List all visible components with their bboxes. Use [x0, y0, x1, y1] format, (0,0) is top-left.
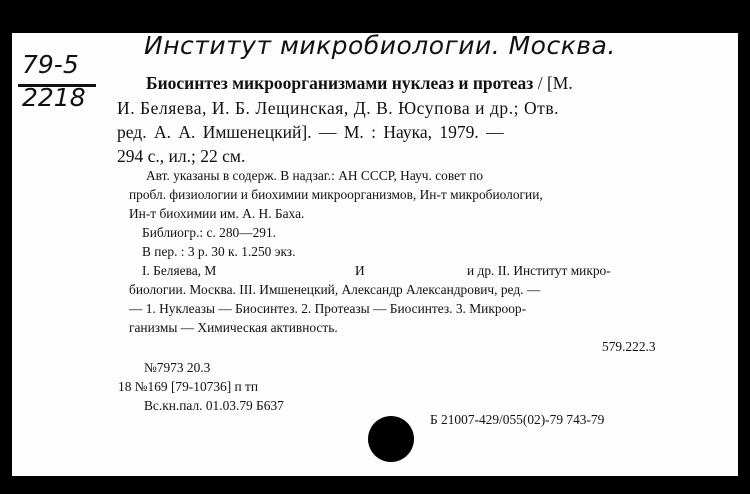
handwritten-call-number-top: 79-5 [22, 50, 79, 79]
footer-line-3: Вс.кн.пал. 01.03.79 Б637 [144, 398, 284, 413]
note-line-5: В пер. : 3 р. 30 к. 1.250 экз. [142, 244, 296, 259]
handwritten-call-number-bottom: 2218 [22, 83, 86, 112]
note-line-1: Авт. указаны в содерж. В надзаг.: АН СССР, Науч. совет по [146, 168, 484, 183]
note-line-6c: и др. II. Институт микро- [467, 263, 611, 278]
entry-line-4: 294 с., ил.; 22 см. [117, 146, 246, 166]
note-line-9: ганизмы — Химическая активность. [129, 320, 338, 335]
footer-line-2: 18 №169 [79-10736] п тп [118, 379, 259, 394]
note-line-7: биологии. Москва. III. Имшенецкий, Александр Александрович, ред. — [129, 282, 541, 297]
handwritten-header: Институт микробиологии. Москва. [144, 31, 616, 60]
note-line-6a: I. Беляева, М [142, 263, 217, 278]
note-line-4: Библиогр.: с. 280—291. [142, 225, 277, 240]
entry-line-2: И. Беляева, И. Б. Лещинская, Д. В. Юсупова и др.; Отв. [117, 98, 560, 118]
punch-hole [368, 416, 414, 462]
entry-title-rest: / [М. [533, 73, 573, 93]
note-line-2: пробл. физиологии и биохимии микроорганизмов, Ин-т микробиологии, [129, 187, 543, 202]
footer-line-1: №7973 20.3 [144, 360, 211, 375]
note-line-8: — 1. Нуклеазы — Биосинтез. 2. Протеазы — Биосинтез. 3. Микроор- [129, 301, 527, 316]
entry-line-1 [146, 73, 573, 94]
classification-number: 579.222.3 [602, 339, 656, 354]
footer-code: Б 21007-429/055(02)-79 743-79 [430, 412, 605, 427]
note-line-3: Ин-т биохимии им. А. Н. Баха. [129, 206, 305, 221]
entry-line-3: ред. А. А. Имшенецкий]. — М. : Наука, 1979. — [117, 122, 504, 142]
note-line-6b: И [355, 263, 365, 278]
catalog-card [12, 33, 738, 476]
entry-title: Биосинтез микроорганизмами нуклеаз и протеаз [146, 73, 534, 93]
